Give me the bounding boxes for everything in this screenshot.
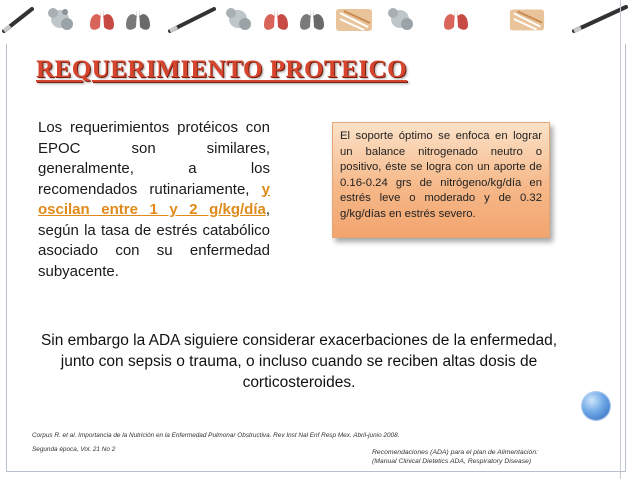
left-paragraph-tail: , según la tasa de estrés catabólico asociado con su enfermedad subyacente. (38, 201, 270, 280)
source-note (372, 448, 602, 466)
lungs-icon (440, 3, 472, 35)
pencil-icon (168, 3, 216, 35)
pollen-icon (222, 3, 254, 35)
cigarettes-icon (334, 3, 374, 35)
decorative-orb (582, 392, 610, 420)
slide-title: REQUERIMIENTO PROTEICO (36, 56, 408, 83)
center-paragraph: Sin embargo la ADA siguiere considerar exacerbaciones de la enfermedad, junto con sepsis o trauma, o incluso cuando se reciben altas dosis de corticosteroides. (40, 332, 558, 391)
lungs-icon (86, 3, 118, 35)
left-paragraph-text: Los requerimientos protéicos con EPOC son similares, generalmente, a los recomendados rutinariamente, (38, 119, 270, 198)
highlighted-range-text: y oscilan entre 1 y 2 g/kg/día (38, 180, 270, 218)
cigarettes-icon (508, 3, 546, 35)
source-line-1: Recomendaciones (ADA) para el plan de Alimentación: (372, 449, 538, 456)
citation-text: Corpus R. et al. Importancia de la Nutrición en la Enfermedad Pulmonar Obstructiva. Rev Inst Nal Enf Resp Mex. Abril-junio 2008. (32, 432, 400, 439)
lungs-icon (122, 3, 154, 35)
source-line-2: (Manual Clinical Dietetics ADA, Respiratory Disease) (372, 458, 532, 465)
left-paragraph (38, 118, 270, 282)
callout-text: El soporte óptimo se enfoca en lograr un balance nitrogenado neutro o positivo, éste se logra con un aporte de 0.16-0.24 grs de nitrógeno/kg/día en estrés leve o moderado y de 0.32 g/kg/días en estrés severo. (340, 130, 542, 220)
decorative-banner (0, 0, 638, 40)
lungs-icon (260, 3, 292, 35)
pollen-icon (44, 3, 76, 35)
side-rule (620, 0, 621, 479)
callout-box (332, 122, 550, 238)
citation-series: Segunda época, Vol. 21 No 2 (32, 446, 116, 453)
lungs-icon (296, 3, 328, 35)
pollen-icon (384, 3, 416, 35)
pencil-icon (2, 3, 34, 35)
